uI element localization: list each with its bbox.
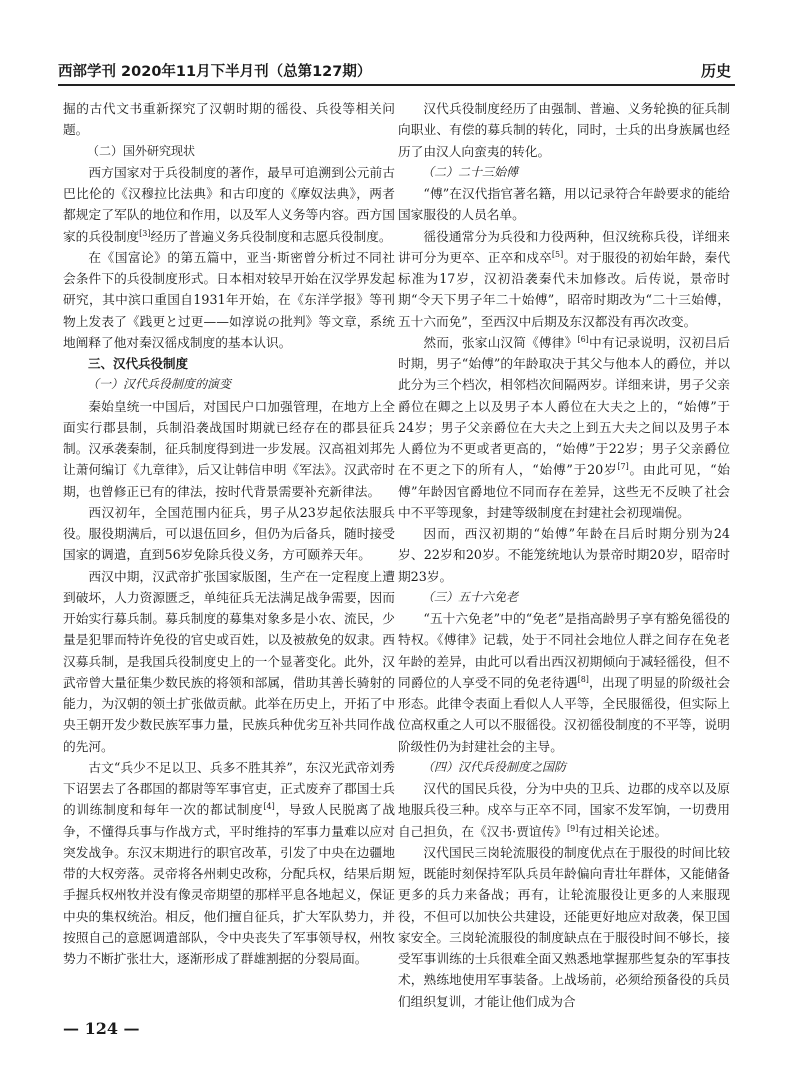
paragraph (398, 332, 730, 523)
paragraph (63, 162, 395, 247)
paragraph (398, 608, 730, 757)
paragraph-text: 汉代的国民兵役，分为中央的卫兵、边郡的戍卒以及原地服兵役三种。戍卒与正卒不同，国家不发军饷，一切费用自己担负，在《汉书·贾谊传》 (398, 781, 730, 839)
paragraph: 掘的古代文书重新探究了汉朝时期的徭役、兵役等相关问题。 (63, 101, 395, 138)
paragraph: 汉代兵役制度经历了由强制、普遍、义务轮换的征兵制向职业、有偿的募兵制的转化，同时，士兵的出身族属也经历了由汉人向蛮夷的转化。 (398, 101, 730, 159)
citation-ref: [4] (263, 802, 275, 812)
citation-ref: [6] (577, 334, 589, 344)
left-column (63, 98, 395, 969)
paragraph (63, 757, 395, 970)
running-header (58, 58, 735, 86)
section-label: 历史 (700, 62, 731, 80)
section-heading: 三、汉代兵役制度 (88, 356, 189, 371)
paragraph: 因而，西汉初期的“始傅”年龄在吕后时期分别为24岁、22岁和20岁。不能笼统地认为景帝时期20岁，昭帝时期23岁。 (398, 526, 730, 584)
paragraph-text: 西方国家对于兵役制度的著作，最早可追溯到公元前古巴比伦的《汉穆拉比法典》和古印度的《摩奴法典》，两者都规定了军队的地位和作用，以及军人义务等内容。西方国家的兵役制度 (63, 164, 395, 244)
paragraph-text: 古文“兵少不足以卫、兵多不胜其养”，东汉光武帝刘秀下诏罢去了各郡国的都尉等军事官吏，正式废弃了郡国士兵的训练制度和每年一次的都试制度 (63, 759, 395, 818)
paragraph-text: 。由此可见，“始傅”年龄因官爵地位不同而存在差异，这些无不反映了社会中不平等现象，封建等级制度在封建社会初现端倪。 (398, 462, 730, 520)
citation-ref: [5] (551, 249, 564, 259)
paragraph-text: 经历了普遍义务兵役制度和志愿兵役制度。 (150, 228, 392, 244)
page-number: — 124 — (63, 1019, 140, 1038)
citation-ref: [7] (617, 462, 629, 472)
paragraph-text: ，导致人民脱离了战争，不懂得兵事与作战方式，平时维持的军事力量难以应对突发战争。东汉末期进行的职官改革，引发了中央在边疆地带的大权旁落。灵帝将各州刺史改称，分配兵权，结果后期手握兵权州牧并没有像灵帝期望的那样平息各地起义，保证中央的集权统治。相反，他们擅自征兵，扩大军队势力，并按照自己的意愿调遣部队，令中央丧失了军事领导权，州牧势力不断扩张壮大，逐渐形成了群雄割据的分裂局面。 (63, 802, 396, 966)
paragraph-text: 有过相关论述。 (578, 823, 668, 839)
paragraph: 西汉中期，汉武帝扩张国家版图，生产在一定程度上遭到破坏，人力资源匮乏，单纯征兵无法满足战争需要，因而开始实行募兵制。募兵制度的募集对象多是小农、流民，少量是犯罪而特许免役的官史或百姓，以及被赦免的奴隶。西汉募兵制，是我国兵役制度史上的一个显著变化。此外，汉武帝曾大量征集少数民族的将领和部属，借助其善长骑射的能力，为汉朝的领土扩张做贡献。此举在历史上，开拓了中央王朝开发少数民族军事力量，民族兵种优劣互补共同作战的先河。 (63, 568, 395, 754)
paragraph: 秦始皇统一中国后，对国民户口加强管理，在地方上全面实行郡县制，兵制沿袭战国时期就已经存在的郡县征兵制。汉承袭秦制，征兵制度得到进一步发展。汉高祖刘邦先让萧何编订《九章律》，后又让韩信申明《军法》。汉武帝时期，也曾修正已有的律法，按时代背景需要补充新律法。 (63, 398, 395, 499)
subheading-defense: （四）汉代兵役制度之国防 (422, 759, 567, 774)
subheading-mian-lao: （三）五十六免老 (422, 589, 519, 604)
subheading-fu: （二）二十三始傅 (422, 164, 519, 179)
paragraph-text: 。对于服役的初始年龄，秦代标准为17岁，汉初沿袭秦代未加修改。后传说，景帝时期“令天下男子年二十始傅”，昭帝时期改为“二十三始傅，五十六而免”，至西汉中后期及东汉都没有再次改变。 (398, 249, 731, 329)
paragraph-text: 中有记录说明，汉初吕后时期，男子“始傅”的年龄取决于其父与他本人的爵位，并以此分为三个档次，相邻档次间隔两岁。详细来讲，男子父亲爵位在卿之上以及男子本人爵位在大夫之上的，“始傅”于24岁；男子父亲爵位在大夫之上到五大夫之间以及男子本人爵位为不更或者更高的，“始傅”于22岁；男子父亲爵位在不更之下的所有人，“始傅”于20岁 (398, 334, 731, 478)
paragraph: 在《国富论》的第五篇中，亚当·斯密曾分析过不同社会条件下的兵役制度形式。日本相对较早开始在汉学界发起研究，其中滨口重国自1931年开始，在《东洋学报》等刊物上发表了《践更と过更——如淳说の批判》等文章，系统地阐释了他对秦汉徭戍制度的基本认识。 (63, 249, 395, 350)
subheading-evolution: （一）汉代兵役制度的演变 (87, 377, 232, 392)
paragraph-text: 徭役通常分为兵役和力役两种，但汉统称兵役，详细来讲可分为更卒、正卒和戍卒 (398, 228, 730, 265)
paragraph: “傅”在汉代指官著名籍，用以记录符合年龄要求的能给国家服役的人员名单。 (398, 186, 730, 223)
paragraph (398, 226, 730, 332)
paragraph-text: 然而，张家山汉简《傅律》 (423, 334, 578, 350)
paragraph (398, 778, 730, 842)
paragraph: 汉代国民三岗轮流服役的制度优点在于服役的时间比较短，既能时刻保持军队兵员年龄偏向青壮年群体，又能储备更多的兵力来备战；再有，让轮流服役让更多的人来服现役，不但可以加快公共建设，还能更好地应对敌袭，保卫国家安全。三岗轮流服役的制度缺点在于服役时间不够长，接受军事训练的士兵很难全面又熟悉地掌握那些复杂的军事技术，熟练地使用军事装备。上战场前，必须给预备役的兵员们组织复训，才能让他们成为合 (398, 844, 730, 1009)
citation-ref: [3] (139, 228, 151, 238)
citation-ref: [8] (577, 674, 589, 684)
paragraph-text: ，出现了明显的阶级社会形态。此律令表面上看似人人平等，全民服徭役，但实际上位高权重之人可以不服徭役。汉初徭役制度的不平等，说明阶级性仍为封建社会的主导。 (398, 674, 731, 754)
subheading-foreign-research: （二）国外研究现状 (87, 143, 196, 158)
paragraph-text: “五十六免老”中的“免老”是指高龄男子享有豁免徭役的特权。《傅律》记载，处于不同社会地位人群之间存在免老年龄的差异，由此可以看出西汉初期倾向于减轻徭役，但不同爵位的人享受不同的免老待遇 (398, 611, 730, 690)
citation-ref: [9] (566, 823, 579, 833)
paragraph: 西汉初年，全国范围内征兵，男子从23岁起依法服兵役。服役期满后，可以退伍回乡，但仍为后备兵，随时接受国家的调遣，直到56岁免除兵役义务，方可颐养天年。 (63, 504, 395, 563)
journal-title: 西部学刊 2020年11月下半月刊（总第127期） (58, 64, 372, 80)
right-column (398, 98, 730, 1012)
